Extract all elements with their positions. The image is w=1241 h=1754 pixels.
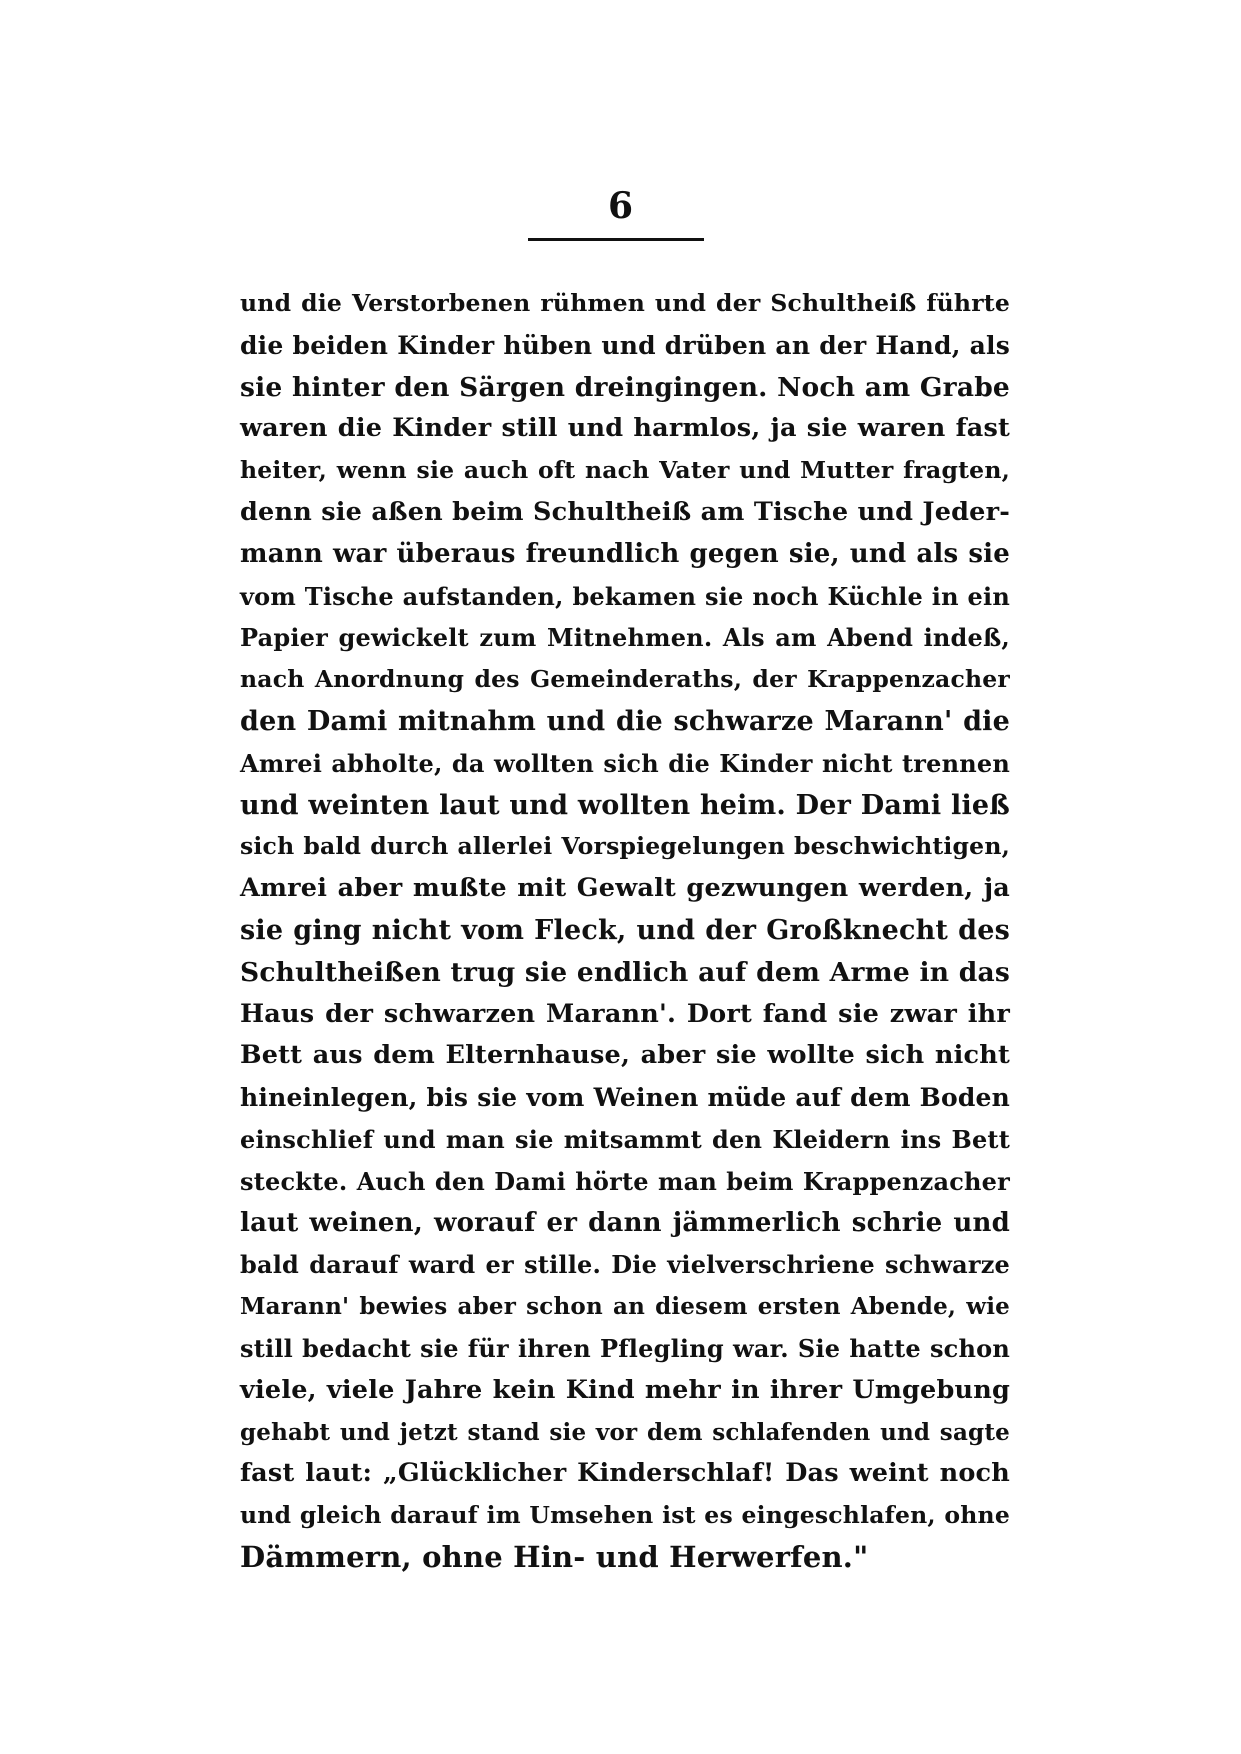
text-line: gehabt und jetzt stand sie vor dem schlafenden und sagte (240, 1418, 1010, 1446)
text-line: laut weinen, worauf er dann jämmerlich schrie und (240, 1207, 1010, 1238)
text-line: mann war überaus freundlich gegen sie, und als sie (240, 538, 1010, 569)
text-line: steckte. Auch den Dami hörte man beim Krappenzacher (240, 1166, 1010, 1196)
text-line: sich bald durch allerlei Vorspiegelungen beschwichtigen, (240, 832, 1010, 861)
text-line: Amrei abholte, da wollten sich die Kinder nicht trennen (240, 748, 1010, 778)
body-text (240, 283, 1010, 1579)
text-line: waren die Kinder still und harmlos, ja sie waren fast (240, 413, 1010, 444)
text-line: einschlief und man sie mitsammt den Kleidern ins Bett (240, 1124, 1010, 1154)
text-line: und gleich darauf im Umsehen ist es eingeschlafen, ohne (240, 1501, 1010, 1530)
text-line: Haus der schwarzen Marann'. Dort fand sie zwar ihr (240, 998, 1010, 1029)
text-line: nach Anordnung des Gemeinderaths, der Krappenzacher (240, 665, 1010, 694)
text-line: sie ging nicht vom Fleck, und der Großknecht des (240, 914, 1010, 946)
text-line: Dämmern, ohne Hin- und Herwerfen." (240, 1539, 869, 1574)
page-number: 6 (607, 185, 634, 227)
text-line: Schultheißen trug sie endlich auf dem Arme in das (240, 956, 1010, 988)
text-line: vom Tische aufstanden, bekamen sie noch Küchle in ein (240, 581, 1010, 611)
text-line: Marann' bewies aber schon an diesem ersten Abende, wie (240, 1293, 1010, 1321)
text-line: Papier gewickelt zum Mitnehmen. Als am Abend indeß, (240, 623, 1010, 653)
text-line: hineinlegen, bis sie vom Weinen müde auf dem Boden (240, 1083, 1010, 1113)
text-line: viele, viele Jahre kein Kind mehr in ihrer Umgebung (240, 1374, 1010, 1405)
text-line: heiter, wenn sie auch oft nach Vater und Mutter fragten, (240, 456, 1010, 485)
text-line: und weinten laut und wollten heim. Der Dami ließ (240, 789, 1010, 821)
text-line: still bedacht sie für ihren Pflegling war. Sie hatte schon (240, 1333, 1010, 1363)
header-rule (528, 238, 704, 241)
text-line: Amrei aber mußte mit Gewalt gezwungen werden, ja (240, 873, 1010, 904)
text-line: die beiden Kinder hüben und drüben an der Hand, als (240, 330, 1010, 360)
text-line: und die Verstorbenen rühmen und der Schultheiß führte (240, 289, 1010, 317)
text-line: sie hinter den Särgen dreingingen. Noch am Grabe (240, 371, 1010, 403)
text-line: bald darauf ward er stille. Die vielverschriene schwarze (240, 1250, 1010, 1280)
text-line: fast laut: „Glücklicher Kinderschlaf! Das weint noch (240, 1458, 1010, 1489)
text-line: Bett aus dem Elternhause, aber sie wollte sich nicht (240, 1040, 1010, 1071)
text-line: den Dami mitnahm und die schwarze Marann' die (240, 705, 1010, 737)
text-line: denn sie aßen beim Schultheiß am Tische und Jeder- (240, 496, 1010, 527)
